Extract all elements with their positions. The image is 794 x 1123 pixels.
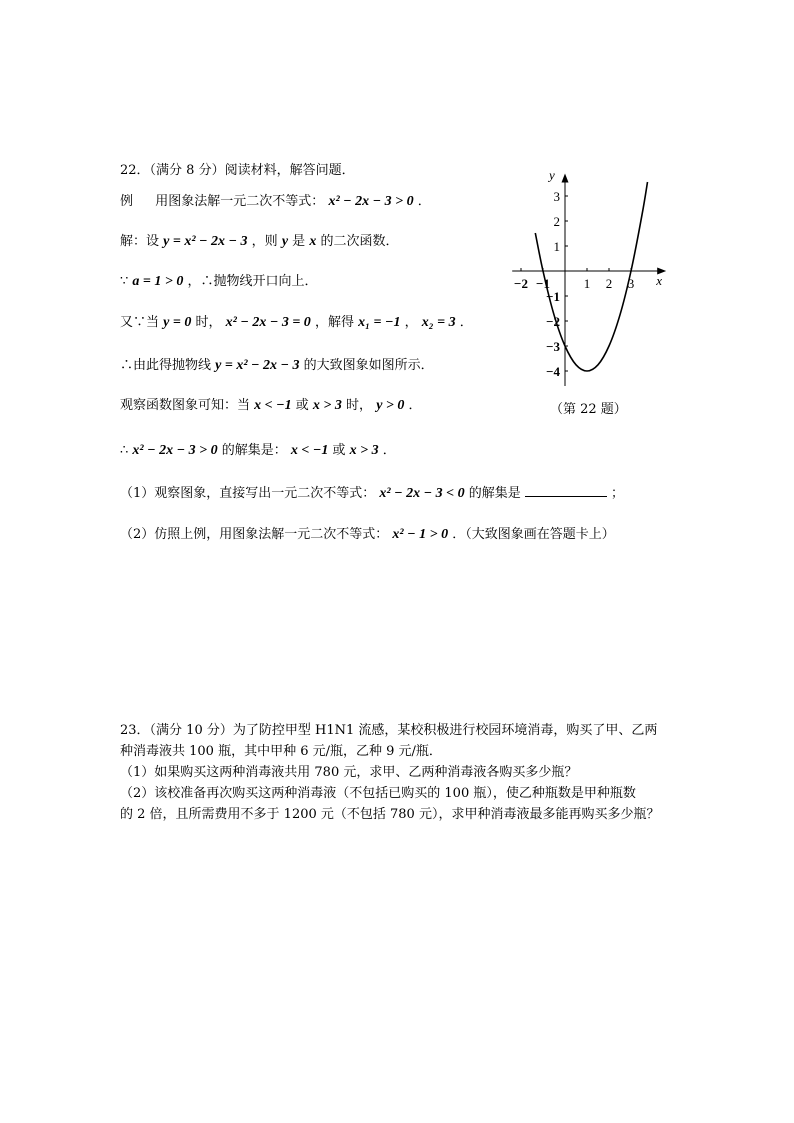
- q23-line-5: 的 2 倍，且所需费用不多于 1200 元（不包括 780 元），求甲种消毒液最多能再购买多少瓶？: [120, 807, 660, 822]
- roots-equation: x² − 2x − 3 = 0: [225, 315, 311, 330]
- observe-or: 或: [295, 398, 309, 413]
- solution-suffix: 的二次函数．: [320, 234, 399, 249]
- part1-end: ；: [611, 486, 625, 501]
- q22-header: 22．（满分 8 分）阅读材料，解答问题．: [120, 163, 355, 178]
- y-axis-label: y: [549, 170, 555, 183]
- y-axis-arrow: [562, 174, 569, 183]
- graph-line-prefix: ∴由此得抛物线: [120, 358, 212, 373]
- q23-line-1: 23．（满分 10 分）为了防控甲型 H1N1 流感，某校积极进行校园环境消毒，购买了甲、乙两: [120, 723, 658, 738]
- conclusion-inequality: x² − 2x − 3 > 0: [132, 443, 218, 458]
- conclusion-mid: 的解集是：: [221, 443, 287, 458]
- x-tick-label: 1: [583, 276, 591, 291]
- roots-separator: ，: [404, 315, 418, 330]
- q22-part2: [120, 526, 615, 544]
- roots-solve: ，解得: [314, 315, 354, 330]
- because-rest: ，∴抛物线开口向上．: [187, 274, 318, 289]
- observe-condition-2: x > 3: [312, 398, 342, 413]
- example-end: ．: [417, 194, 431, 209]
- q22-part1: [120, 484, 624, 503]
- example-text: 用图象法解一元二次不等式：: [155, 194, 325, 209]
- y-tick-label: 3: [553, 189, 560, 204]
- q22-example: [120, 193, 431, 211]
- conclusion-symbol: ∴: [120, 443, 129, 458]
- part2-suffix: ．（大致图象画在答题卡上）: [452, 527, 615, 542]
- roots-condition: y = 0: [163, 315, 192, 330]
- parabola-graph: [505, 170, 675, 395]
- graph-line-suffix: 的大致图象如图所示．: [303, 358, 434, 373]
- y-tick-label: −3: [546, 339, 560, 354]
- solution-function: y = x² − 2x − 3: [163, 234, 248, 249]
- solution-mid: ，则: [251, 234, 278, 249]
- solution-is: 是: [292, 234, 306, 249]
- y-tick-label: −2: [546, 314, 560, 329]
- observe-end: ．: [408, 398, 422, 413]
- q22-because: [120, 273, 318, 291]
- graph-line-function: y = x² − 2x − 3: [215, 358, 300, 373]
- answer-blank[interactable]: [525, 484, 607, 497]
- root-x2: x₂ = 3: [421, 315, 456, 330]
- solution-y: y: [281, 234, 289, 249]
- observe-result: y > 0: [376, 398, 405, 413]
- example-inequality: x² − 2x − 3 > 0: [328, 194, 414, 209]
- q23-line-4: （2）该校准备再次购买这两种消毒液（不包括已购买的 100 瓶），使乙种瓶数是甲种瓶数: [120, 786, 636, 801]
- root-x1: x₁ = −1: [358, 315, 401, 330]
- q22-conclusion: [120, 442, 396, 460]
- observe-prefix: 观察函数图象可知：当: [120, 398, 251, 413]
- x-tick-label: 3: [627, 276, 635, 291]
- solution-x: x: [309, 234, 317, 249]
- y-tick-label: −1: [546, 289, 560, 304]
- part2-prefix: （2）仿照上例，用图象法解一元二次不等式：: [120, 527, 389, 542]
- conclusion-end: ．: [382, 443, 396, 458]
- q23-line-2: 种消毒液共 100 瓶，其中甲种 6 元/瓶，乙种 9 元/瓶．: [120, 744, 442, 759]
- part1-suffix: 的解集是: [468, 486, 521, 501]
- roots-end: ．: [459, 315, 473, 330]
- y-tick-label: −4: [546, 364, 560, 379]
- because-symbol: ∵: [120, 274, 129, 289]
- graph-caption: （第 22 题）: [550, 402, 627, 417]
- conclusion-condition-1: x < −1: [290, 443, 329, 458]
- x-axis-label: x: [656, 273, 662, 288]
- q22-solution: [120, 233, 398, 251]
- x-tick-label: 2: [605, 276, 613, 291]
- q23-line-3: （1）如果购买这两种消毒液共用 780 元，求甲、乙两种消毒液各购买多少瓶？: [120, 765, 578, 780]
- example-label: 例: [120, 194, 134, 209]
- x-tick-label: −2: [514, 276, 528, 291]
- observe-condition-1: x < −1: [254, 398, 292, 413]
- conclusion-condition-2: x > 3: [349, 443, 379, 458]
- roots-when: 时，: [195, 315, 222, 330]
- roots-prefix: 又∵当: [120, 315, 160, 330]
- conclusion-or: 或: [332, 443, 346, 458]
- y-tick-label: 2: [553, 214, 560, 229]
- because-math: a = 1 > 0: [132, 274, 184, 289]
- observe-when: 时，: [346, 398, 373, 413]
- part1-prefix: （1）观察图象，直接写出一元二次不等式：: [120, 486, 376, 501]
- y-tick-label: 1: [553, 239, 560, 254]
- q22-graph-line: [120, 357, 434, 375]
- q22-observe: [120, 397, 422, 415]
- q22-roots: [120, 314, 473, 332]
- solution-prefix: 解：设: [120, 234, 160, 249]
- x-tick-label: −1: [536, 276, 550, 291]
- part2-inequality: x² − 1 > 0: [392, 527, 449, 542]
- part1-inequality: x² − 2x − 3 < 0: [379, 486, 465, 501]
